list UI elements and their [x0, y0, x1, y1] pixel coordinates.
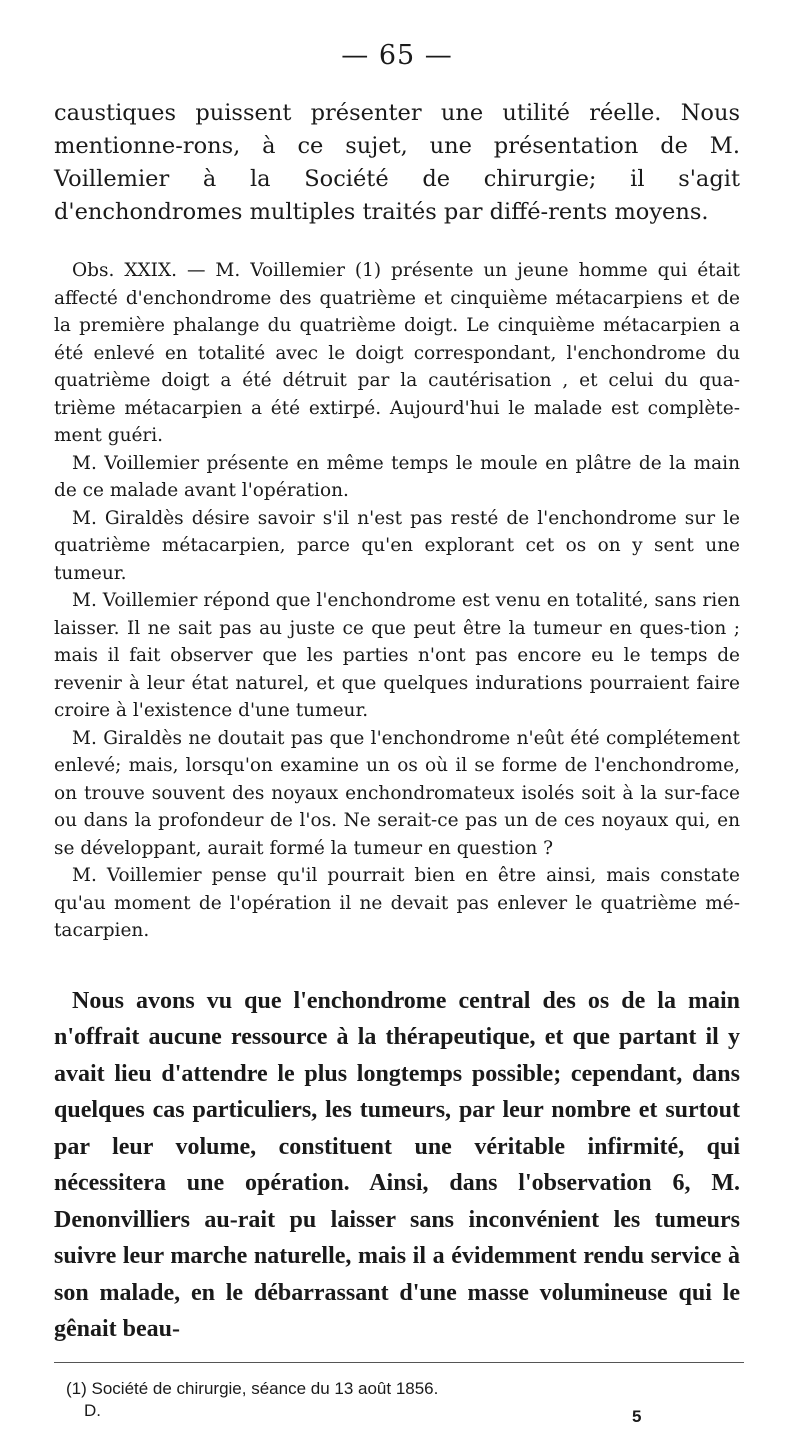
signature-letter: D.	[84, 1400, 101, 1420]
observation-paragraph: M. Voillemier répond que l'enchondrome est venu en totalité, sans rien laisser. Il ne sait pas au juste ce que peut être la tumeur en ques-tion ; mais il fait observer que les parties n'ont pas encore eu le temps de revenir à leur état naturel, et que quelques indurations pourraient faire croire à l'existence d'une tumeur.	[54, 590, 740, 721]
observation-block	[54, 257, 740, 945]
observation-paragraph: M. Giraldès désire savoir s'il n'est pas resté de l'enchondrome sur le quatrième métacarpien, parce qu'en explorant cet os on y sent une tumeur.	[54, 507, 740, 584]
lead-paragraph: caustiques puissent présenter une utilité réelle. Nous mentionne-rons, à ce sujet, une présentation de M. Voillemier à la Société de chirurgie; il s'agit d'enchondromes multiples traités par diffé-rents moyens.	[54, 100, 740, 225]
page-number: — 65 —	[341, 40, 453, 71]
signature-row	[54, 1401, 740, 1427]
closing-paragraph: Nous avons vu que l'enchondrome central des os de la main n'offrait aucune ressource à la thérapeutique, et que partant il y avait lieu d'attendre le plus longtemps possible; cependant, dans quelques cas particuliers, les tumeurs, par leur nombre et surtout par leur volume, constituent une véritable infirmité, qui nécessitera une opération. Ainsi, dans l'observation 6, M. Denonvilliers au-rait pu laisser sans inconvénient les tumeurs suivre leur marche naturelle, mais il a évidemment rendu service à son malade, en le débarrassant d'une masse volumineuse qui le gênait beau-	[54, 987, 740, 1342]
signature-number: 5	[632, 1406, 642, 1426]
observation-paragraph: M. Voillemier pense qu'il pourrait bien en être ainsi, mais constate qu'au moment de l'opération il ne devait pas enlever le quatrième mé-tacarpien.	[54, 865, 740, 941]
footnote: (1) Société de chirurgie, séance du 13 août 1856.	[66, 1378, 439, 1398]
observation-paragraph: Obs. XXIX. — M. Voillemier (1) présente un jeune homme qui était affecté d'enchondrome des quatrième et cinquième métacarpiens et de la première phalange du quatrième doigt. Le cinquième métacarpien a été enlevé en totalité avec le doigt correspondant, l'enchondrome du quatrième doigt a été détruit par la cautérisation , et celui du qua-trième métacarpien a été extirpé. Aujourd'hui le malade est complète-ment guéri.	[54, 260, 740, 446]
observation-paragraph: M. Voillemier présente en même temps le moule en plâtre de la main de ce malade avant l'opération.	[54, 452, 740, 501]
observation-paragraph: M. Giraldès ne doutait pas que l'enchondrome n'eût été complétement enlevé; mais, lorsqu'on examine un os où il se forme de l'enchondrome, on trouve souvent des noyaux enchondromateux isolés soit à la sur-face ou dans la profondeur de l'os. Ne serait-ce pas un de ces noyaux qui, en se développant, aurait formé la tumeur en question ?	[54, 727, 740, 859]
footnote-divider	[54, 1362, 744, 1363]
